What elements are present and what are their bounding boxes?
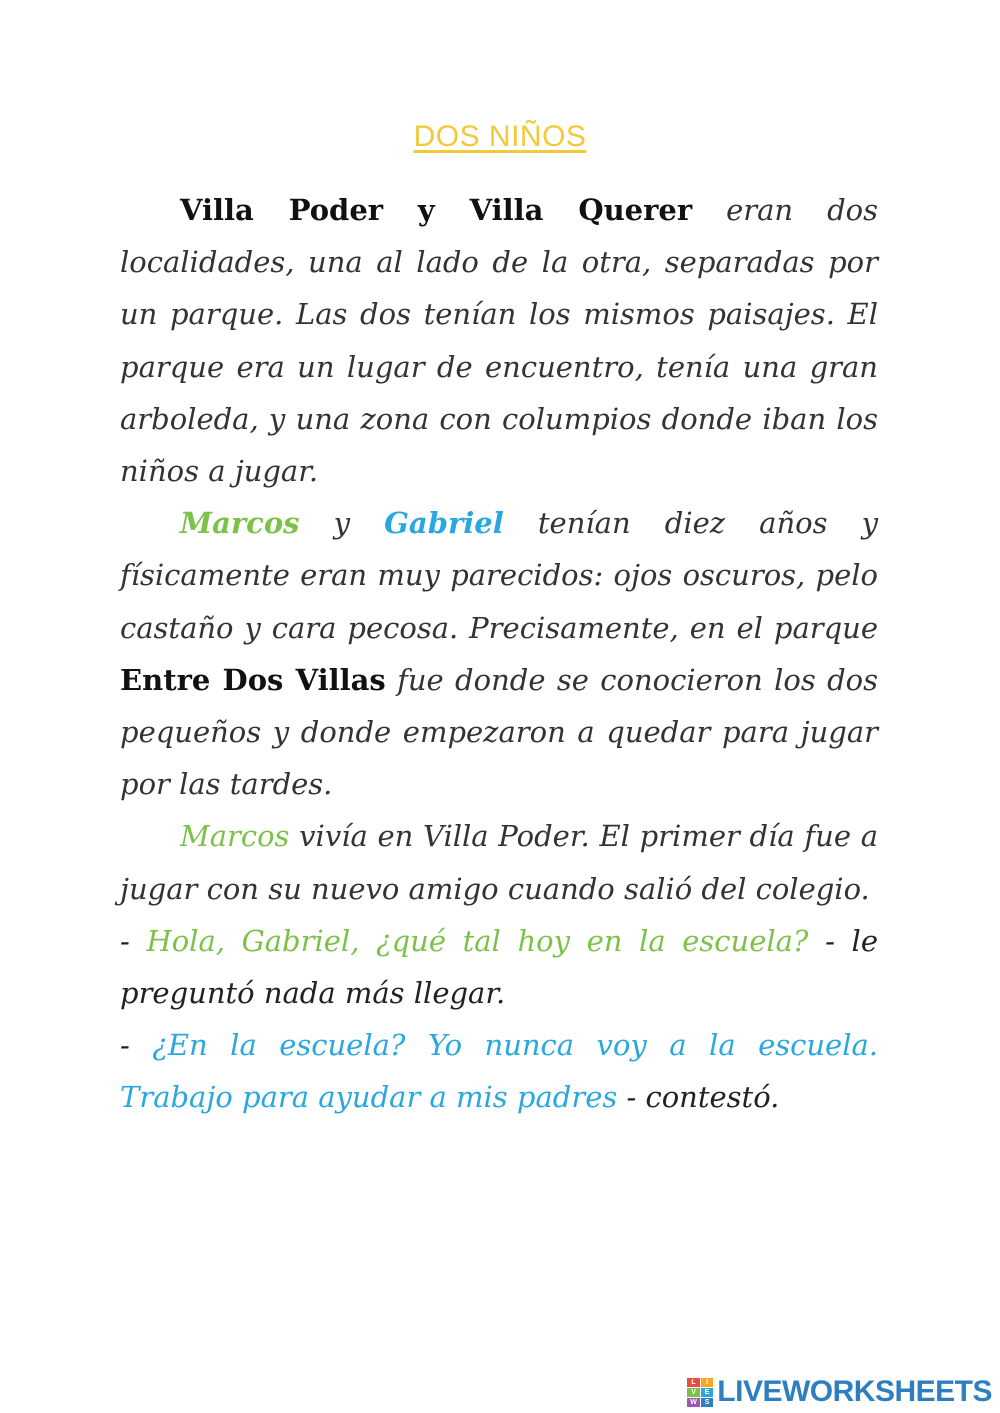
gabriel-speech: ¿En la escuela? Yo nunca voy a la escuela. Trabajo para ayudar a mis padres: [120, 1028, 878, 1115]
paragraph-3: [120, 810, 878, 914]
liveworksheets-logo-icon: [687, 1378, 713, 1406]
dialog-tail-1: - le preguntó nada más llegar.: [120, 923, 878, 1011]
dialog-dash-2: -: [120, 1028, 153, 1063]
dialog-dash-1: -: [120, 923, 147, 958]
paragraph-1-text: eran dos localidades, una al lado de la otra, separadas por un parque. Las dos tenían los mismos paisajes. El parque era un lugar de encuentro, tenía una gran arboleda, y una zona con columpios donde iban los niños a jugar.: [120, 193, 878, 489]
conjunction: y: [299, 506, 385, 541]
villa-names: Villa Poder y Villa Querer: [180, 193, 693, 227]
dialog-line-1: [120, 915, 878, 1019]
paragraph-3-text: vivía en Villa Poder. El primer día fue a jugar con su nuevo amigo cuando salió del colegio.: [120, 819, 878, 906]
name-marcos-2: Marcos: [180, 819, 290, 854]
dialog-tail-2: - contestó.: [617, 1080, 780, 1115]
logo-tile-2: I: [701, 1378, 714, 1387]
logo-tile-1: L: [687, 1378, 700, 1387]
marcos-speech: Hola, Gabriel, ¿qué tal hoy en la escuela?: [146, 923, 809, 958]
paragraph-1: [120, 184, 878, 497]
liveworksheets-brand: [687, 1375, 992, 1409]
park-name: Entre Dos Villas: [120, 662, 386, 697]
paragraph-2-text-2: fue donde se conocieron los dos pequeños y donde empezaron a quedar para jugar por las tardes.: [120, 662, 878, 802]
logo-tile-6: S: [701, 1398, 714, 1407]
logo-tile-5: W: [687, 1398, 700, 1407]
paragraph-2: [120, 497, 878, 810]
name-marcos: Marcos: [180, 506, 300, 541]
story-text: [120, 184, 878, 1124]
logo-tile-4: E: [701, 1388, 714, 1397]
logo-tile-3: V: [687, 1388, 700, 1397]
liveworksheets-text: LIVEWORKSHEETS: [717, 1375, 992, 1408]
paragraph-2-text-1: tenían diez años y físicamente eran muy parecidos: ojos oscuros, pelo castaño y cara pecosa. Precisamente, en el parque: [120, 506, 878, 645]
name-gabriel: Gabriel: [384, 506, 504, 541]
dialog-line-2: [120, 1019, 878, 1123]
page-title: DOS NIÑOS: [413, 120, 587, 153]
